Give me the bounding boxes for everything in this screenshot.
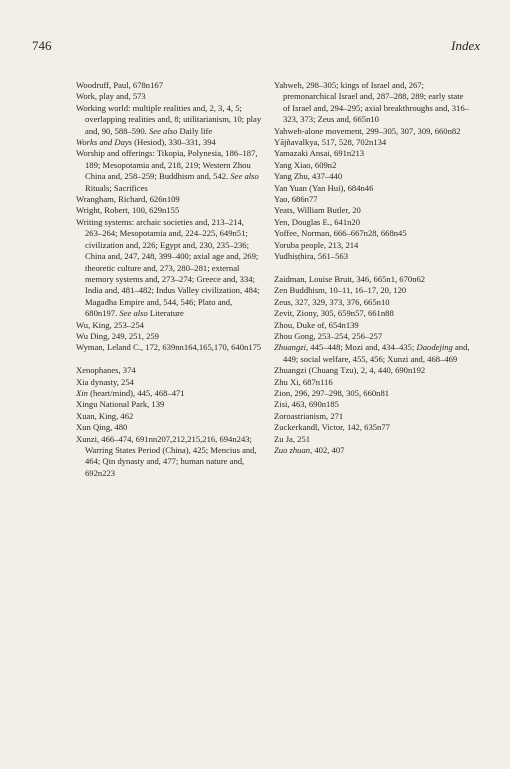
index-entry: Xuan, King, 462 <box>76 410 134 421</box>
index-entry: Working world: multiple realities and, 2, 3, 4, 5; overlapping realities and, 8; utilitarianism, 10; play and, 90, 588–590. See also Daily life <box>76 102 262 136</box>
page-number: 746 <box>32 38 52 53</box>
index-entry: Yudhiṣṭhira, 561–563 <box>274 251 348 262</box>
index-entry: Wu Ding, 249, 251, 259 <box>76 330 159 341</box>
index-entry: Works and Days (Hesiod), 330–331, 394 <box>76 137 216 148</box>
index-entry: Zhou Gong, 253–254, 256–257 <box>274 330 383 341</box>
index-entry: Yājñavalkya, 517, 528, 702n134 <box>274 137 387 148</box>
index-entry: Writing systems: archaic societies and, 213–214, 263–264; Mesopotamia and, 224–225, 649n51; civilization and, 226; Egypt and, 230, 235–236; China and, 247, 248, 399–400; axial age and, 269; theoretic culture and, 273, 280–281; external memory systems and, 273–274; Greece and, 334; India and, 481–482; Indus Valley civilization, 484; Magadha Empire and, 544, 546; Plato and, 680n197. See also Literature <box>76 216 260 319</box>
index-entry: Yan Yuan (Yan Hui), 684n46 <box>274 182 374 193</box>
index-entry: Woodruff, Paul, 678n167 <box>76 80 163 90</box>
index-entry: Zuckerkandl, Victor, 142, 635n77 <box>274 422 390 433</box>
index-entry: Xun Qing, 480 <box>76 422 128 433</box>
index-column-right <box>274 80 470 456</box>
index-entry: Zoroastrianism, 271 <box>274 410 344 421</box>
index-entry: Wrangham, Richard, 626n109 <box>76 194 180 205</box>
index-entry: Yoruba people, 213, 214 <box>274 239 359 250</box>
letter-group-gap <box>274 263 470 274</box>
index-entry: Yang Xiao, 609n2 <box>274 159 337 170</box>
index-entry: Zaidman, Louise Bruit, 346, 665n1, 670n62 <box>274 273 426 284</box>
index-entry: Zhu Xi, 687n116 <box>274 376 333 387</box>
index-entry: Yao, 686n77 <box>274 194 318 205</box>
index-entry: Zeus, 327, 329, 373, 376, 665n10 <box>274 296 390 307</box>
index-entry: Wright, Robert, 100, 629n155 <box>76 205 180 216</box>
index-entry: Work, play and, 573 <box>76 91 146 102</box>
index-entry: Yeats, William Butler, 20 <box>274 205 361 216</box>
index-entry: Xunzi, 466–474, 691nn207,212,215,216, 694n243; Warring States Period (China), 425; Mencius and, 464; Qin dynasty and, 477; human nature and, 692n223 <box>76 433 257 478</box>
index-entry: Yahweh, 298–305; kings of Israel and, 267; premonarchical Israel and, 287–288, 289; early state of Israel and, 294–295; axial breakthroughs and, 316–323, 373; Zeus and, 665n10 <box>274 80 469 125</box>
index-entry: Xingu National Park, 139 <box>76 399 165 410</box>
index-entry: Zuo zhuan, 402, 407 <box>274 444 345 455</box>
letter-group-gap <box>76 354 262 365</box>
index-entry: Yang Zhu, 437–440 <box>274 171 343 182</box>
index-entry: Xin (heart/mind), 445, 468–471 <box>76 387 185 398</box>
index-entry: Yoffee, Norman, 666–667n28, 668n45 <box>274 228 407 239</box>
index-entry: Zion, 296, 297–298, 305, 660n81 <box>274 387 390 398</box>
index-entry: Yamazaki Ansai, 691n213 <box>274 148 365 159</box>
running-head: Index <box>451 38 480 53</box>
index-entry: Zisi, 463, 690n185 <box>274 399 339 410</box>
index-entry: Zevit, Ziony, 305, 659n57, 661n88 <box>274 308 394 319</box>
index-entry: Xenophanes, 374 <box>76 365 136 376</box>
index-entry: Wyman, Leland C., 172, 639nn164,165,170, 640n175 <box>76 342 262 353</box>
index-entry: Xia dynasty, 254 <box>76 376 134 387</box>
index-entry: Worship and offerings: Tikopia, Polynesia, 186–187, 189; Mesopotamia and, 218, 219; Western Zhou China and, 258–259; Buddhism and, 542. See also Rituals; Sacrifices <box>76 148 259 193</box>
index-entry: Zhuangzi, 445–448; Mozi and, 434–435; Daodejing and, 449; social welfare, 455, 456; Xunzi and, 468–469 <box>274 342 470 364</box>
index-entry: Zen Buddhism, 10–11, 16–17, 20, 120 <box>274 285 407 296</box>
index-entry: Wu, King, 253–254 <box>76 319 144 330</box>
index-entry: Zu Ja, 251 <box>274 433 311 444</box>
index-entry: Yen, Douglas E., 641n20 <box>274 216 361 227</box>
index-entry: Zhuangzi (Chuang Tzu), 2, 4, 440, 690n192 <box>274 365 426 376</box>
index-entry: Zhou, Duke of, 654n139 <box>274 319 359 330</box>
index-entry: Yahweh-alone movement, 299–305, 307, 309, 660n82 <box>274 125 461 136</box>
index-column-left <box>76 80 262 479</box>
